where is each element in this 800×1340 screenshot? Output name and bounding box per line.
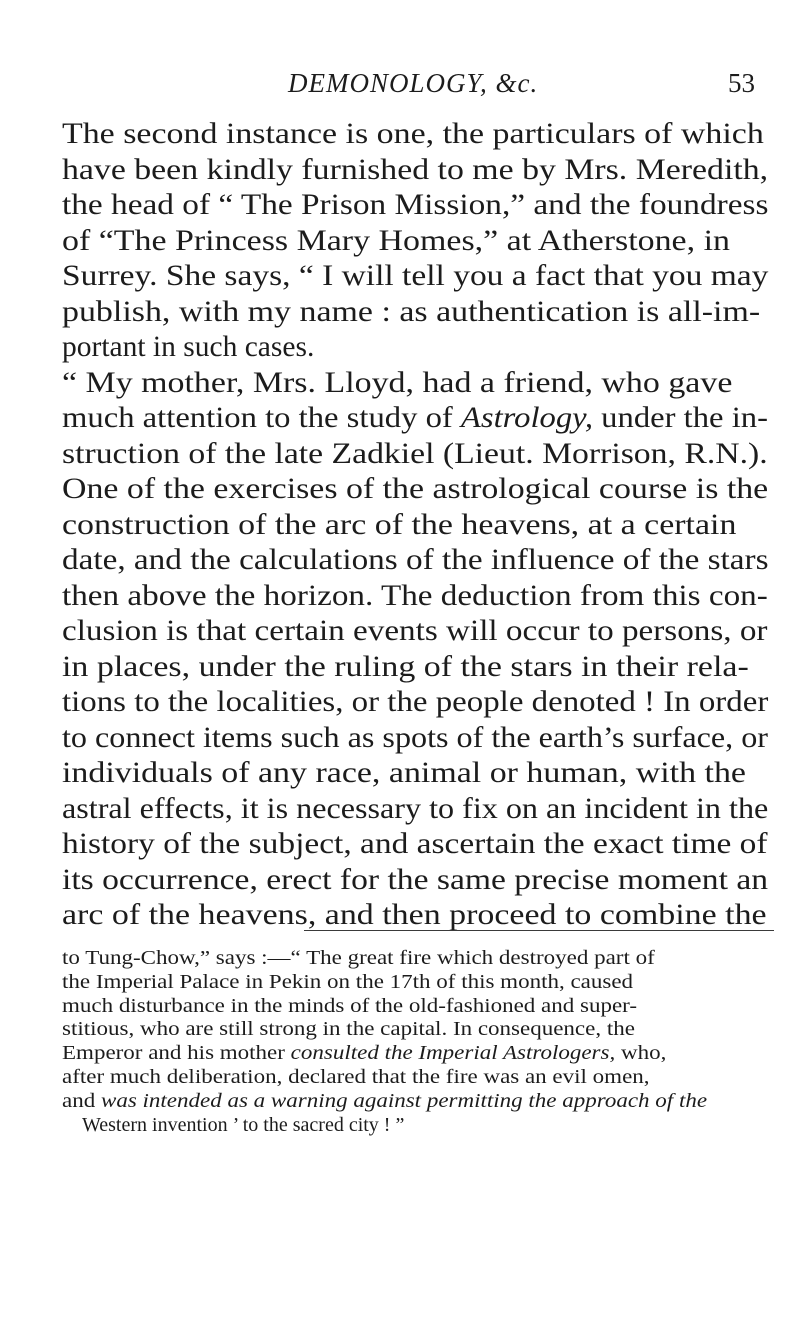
footnote-line: the Imperial Palace in Pekin on the 17th of this month, caused — [62, 970, 634, 993]
body-line: history of the subject, and ascertain the exact time of — [62, 828, 768, 860]
footnote-line: Western invention ’ to the sacred city ! ” — [82, 1113, 405, 1136]
body-line: its occurrence, erect for the same precise moment an — [62, 863, 769, 896]
running-title: DEMONOLOGY, &c. — [288, 68, 539, 98]
italic-phrase: was intended as a warning against permitting the approach of the — [100, 1089, 708, 1112]
body-line: individuals of any race, animal or human, with the — [62, 757, 746, 789]
footnote-line: after much deliberation, declared that the fire was an evil omen, — [62, 1066, 650, 1088]
footnote-line: much disturbance in the minds of the old-fashioned and super- — [62, 994, 638, 1017]
body-line: to connect items such as spots of the earth’s surface, or — [62, 721, 768, 754]
page-number: 53 — [728, 68, 755, 98]
body-line: arc of the heavens, and then proceed to combine the — [62, 899, 767, 931]
body-line: of “The Princess Mary Homes,” at Atherstone, in — [62, 224, 730, 257]
body-line: portant in such cases. — [62, 331, 315, 363]
body-line: struction of the late Zadkiel (Lieut. Morrison, R.N.). — [62, 437, 768, 470]
body-line: astral effects, it is necessary to fix on an incident in the — [62, 792, 769, 825]
body-line: clusion is that certain events will occur to persons, or — [62, 615, 768, 647]
footnote-line: stitious, who are still strong in the capital. In consequence, the — [62, 1018, 635, 1041]
footnote-line: Emperor and his mother consulted the Imperial Astrologers, who, — [62, 1042, 667, 1065]
body-line: “ My mother, Mrs. Lloyd, had a friend, who gave — [62, 366, 733, 399]
footnote-line: to Tung-Chow,” says :—“ The great fire which destroyed part of — [62, 947, 655, 969]
footnote-divider — [304, 930, 774, 931]
body-line: much attention to the study of Astrology, under the in- — [62, 402, 768, 434]
italic-term: Astrology, — [460, 402, 594, 434]
body-line: date, and the calculations of the influence of the stars — [62, 544, 769, 576]
body-line: construction of the arc of the heavens, at a certain — [62, 508, 737, 541]
body-line: Surrey. She says, “ I will tell you a fact that you may — [62, 260, 769, 292]
footnote-line: and was intended as a warning against permitting the approach of the — [62, 1089, 708, 1112]
body-line: publish, with my name : as authentication is all-im- — [62, 295, 761, 328]
body-line: the head of “ The Prison Mission,” and the foundress — [62, 189, 769, 221]
body-line: One of the exercises of the astrological course is the — [62, 473, 769, 505]
body-line: The second instance is one, the particulars of which — [62, 118, 764, 150]
body-line: have been kindly furnished to me by Mrs. Meredith, — [62, 153, 769, 186]
italic-phrase: consulted the Imperial Astrologers, — [290, 1042, 616, 1065]
body-line: then above the horizon. The deduction from this con- — [62, 579, 768, 612]
body-line: in places, under the ruling of the stars in their rela- — [62, 650, 749, 683]
body-line: tions to the localities, or the people denoted ! In order — [62, 686, 769, 718]
